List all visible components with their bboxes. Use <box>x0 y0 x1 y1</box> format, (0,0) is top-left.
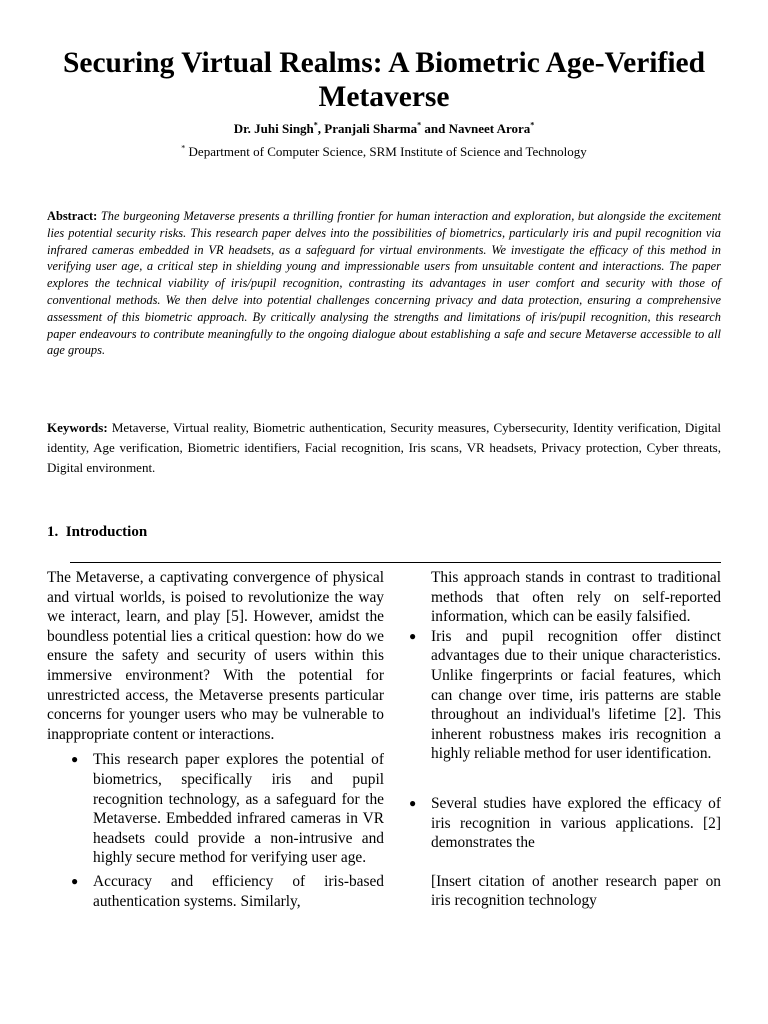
author-name: Pranjali Sharma <box>324 121 418 136</box>
list-item <box>71 872 384 911</box>
bullet-icon: ● <box>71 873 79 888</box>
right-bullet-list <box>409 627 721 853</box>
section-title: Introduction <box>65 524 148 540</box>
author-name: Dr. Juhi Singh <box>233 121 314 136</box>
keywords <box>47 418 721 478</box>
author-affiliation-mark: * <box>530 120 535 130</box>
author-separator: , <box>317 121 325 136</box>
abstract <box>47 208 721 359</box>
author-separator: and <box>421 121 449 136</box>
section-heading <box>47 524 147 541</box>
bullet-icon: ● <box>71 752 79 767</box>
continuation-paragraph: This approach stands in contrast to traditional methods that often rely on self-reported information, which can be easily falsified. <box>431 569 721 626</box>
author-affiliation-mark: * <box>417 120 422 130</box>
bullet-icon: ● <box>409 795 417 810</box>
list-item <box>409 794 721 853</box>
author-list <box>40 121 728 137</box>
list-item <box>409 627 721 764</box>
bullet-icon: ● <box>409 628 417 643</box>
abstract-text: The burgeoning Metaverse presents a thrilling frontier for human interaction and exploration, but alongside the excitement lies potential security risks. This research paper delves into the possibilities of biometrics, particularly iris and pupil recognition via infrared cameras embedded in VR headsets, as a safeguard for virtual environments. We investigate the efficacy of this method in verifying user age, a critical step in shielding young and impressionable users from unsuitable content and interactions. The paper explores the technical viability of iris/pupil recognition, contrasting its advantages in user comfort and security with those of conventional methods. We then delve into potential challenges concerning privacy and data protection, ensuring a comprehensive assessment of this biometric approach. By critically analysing the strengths and limitations of iris/pupil recognition, this research paper endeavours to contribute meaningfully to the ongoing dialogue about establishing a safe and secure Metaverse accessible to all age groups. <box>47 209 721 358</box>
author-name: Navneet Arora <box>448 121 531 136</box>
affiliation-text: Department of Computer Science, SRM Institute of Science and Technology <box>188 144 587 159</box>
list-item <box>71 750 384 868</box>
abstract-label: Abstract: <box>47 209 98 223</box>
paper-title: Securing Virtual Realms: A Biometric Age-Verified Metaverse <box>62 47 706 113</box>
spacer <box>409 853 721 872</box>
affiliation-mark: * <box>181 143 186 153</box>
section-number: 1. <box>47 524 59 540</box>
citation-placeholder: [Insert citation of another research paper on iris recognition technology <box>431 872 721 910</box>
affiliation <box>40 144 728 160</box>
section-divider <box>70 562 721 563</box>
keywords-text: Metaverse, Virtual reality, Biometric authentication, Security measures, Cybersecurity, Identity verification, Digital identity, Age verification, Biometric identifiers, Facial recognition, Iris scans, VR headsets, Privacy protection, Cyber threats, Digital environment. <box>47 420 721 475</box>
left-column <box>47 568 384 915</box>
right-column <box>409 568 721 911</box>
keywords-label: Keywords: <box>47 420 108 435</box>
list-item-text: Iris and pupil recognition offer distinct advantages due to their unique characteristics. Unlike fingerprints or facial features, which can change over time, iris patterns are stable throughout an individual's lifetime [2]. This inherent robustness makes iris recognition a highly reliable method for user identification. <box>431 627 721 763</box>
list-item-text: Several studies have explored the efficacy of iris recognition in various applications. [2] demonstrates the <box>431 794 721 852</box>
author-affiliation-mark: * <box>313 120 318 130</box>
list-item-text: Accuracy and efficiency of iris-based authentication systems. Similarly, <box>93 872 384 910</box>
spacer <box>409 764 721 794</box>
intro-paragraph: The Metaverse, a captivating convergence of physical and virtual worlds, is poised to revolutionize the way we interact, learn, and play [5]. However, amidst the boundless potential lies a critical question: how do we ensure the safety and security of users within this immersive environment? With the potential for unrestricted access, the Metaverse presents particular concerns for younger users who may be vulnerable to inappropriate content or interactions. <box>47 569 384 743</box>
list-item-text: This research paper explores the potential of biometrics, specifically iris and pupil recognition technology, as a safeguard for the Metaverse. Embedded infrared cameras in VR headsets could provide a non-intrusive and highly secure method for verifying user age. <box>93 751 384 867</box>
left-bullet-list <box>47 750 384 911</box>
